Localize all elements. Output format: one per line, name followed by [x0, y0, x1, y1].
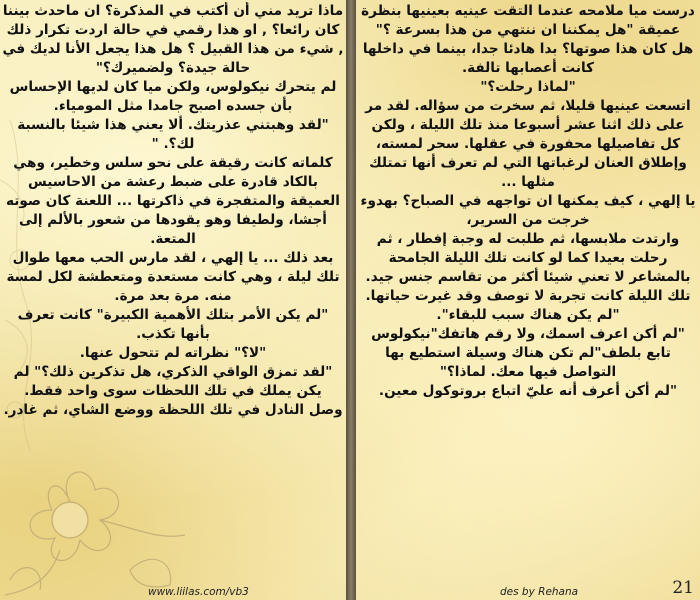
- paragraph: لم يتحرك نيكولوس، ولكن ميا كان لديها الإحساس بأن جسده اصبح جامدا مثل المومياء.: [9, 79, 337, 114]
- column-divider: [346, 0, 356, 600]
- paragraph: وارتدت ملابسها، ثم طلبت له وجبة إفطار ، ثم رحلت بعيدا كما لو كانت تلك الليلة الجامحة بالمشاعر لا تعني شيئا أكثر من تقاسم جنس جيد. تلك الليلة كانت تجربة لا توصف وقد غيرت حياتها.: [365, 231, 691, 304]
- right-text-column: [360, 2, 696, 582]
- paragraph: "لم يكن هناك سبب للبقاء".: [436, 307, 620, 323]
- paragraph: كلماته كانت رقيقة على نحو سلس وخطير، وهي بالكاد قادرة على ضبط رعشة من الاحاسيس العميقة والمتفجرة في ذاكرتها ... اللعنة كان صوته أجشا، ولطيفا وهو يقودها من شعور بالألم إلى المتعة.: [6, 155, 340, 247]
- paragraph: هل كان هذا صوتها؟ بدا هادئا جدا، بينما في داخلها كانت أعصابها تالفة.: [362, 41, 694, 76]
- paragraph: "لماذا رحلت؟": [480, 79, 576, 95]
- paragraph: "لم يكن الأمر بتلك الأهمية الكبيرة" كانت تعرف بأنها تكذب.: [17, 307, 329, 342]
- paragraph: يا إلهي ، كيف يمكنها ان تواجهه في الصباح؟ بهدوء خرجت من السرير،: [360, 193, 696, 228]
- paragraph: درست ميا ملامحه عندما التقت عينيه بعينيها بنظرة عميقة "هل يمكننا ان ننتهي من هذا بسرعة ؟": [361, 3, 695, 38]
- paragraph: "لقد تمزق الواقي الذكري، هل تذكرين ذلك؟" لم يكن يملك في تلك اللحظات سوى واحد فقط.: [13, 364, 333, 399]
- paragraph: ماذا تريد مني أن أكتب في المذكرة؟ ان ماحدث بيننا كان رائعا؟ , او هذا رقمي في حالة اردت تكرار ذلك , شيء من هذا القبيل ؟ هل هذا يجعل الأنا لديك في حالة جيدة؟ ولضميرك؟": [2, 3, 344, 76]
- paragraph: "لا؟" نظراته لم تتحول عنها.: [79, 345, 267, 361]
- page-number: 21: [672, 578, 694, 598]
- paragraph: وصل النادل في تلك اللحظة ووضع الشاي، ثم غادر.: [3, 402, 343, 418]
- paragraph: "لم أكن اعرف اسمك، ولا رقم هاتفك"نيكولوس تابع بلطف"لم تكن هناك وسيلة استطيع بها التواصل فيها معك. لماذا؟": [371, 326, 685, 380]
- paragraph: بعد ذلك ... يا إلهي ، لقد مارس الحب معها طوال تلك ليلة ، وهي كانت مستعدة ومتعطشة لكل لمسة منه. مرة بعد مرة.: [6, 250, 340, 304]
- paragraph: "لقد وهبتني عذريتك. ألا يعني هذا شيئا بالنسبة لك؟. ": [17, 117, 329, 152]
- paragraph: "لم أكن أعرف أنه عليّ اتباع بروتوكول معين.: [378, 383, 678, 399]
- designer-credit-footer: des by Rehana: [500, 586, 579, 598]
- paragraph: اتسعت عينيها قليلا، ثم سخرت من سؤاله. لقد مر على ذلك اثنا عشر أسبوعا منذ تلك الليلة ، ولكن كل تفاصيلها محفورة في عقلها. سحر لمسته، وإطلاق العنان لرغباتها التي لم تعرف أنها تمتلك مثلها ...: [365, 98, 691, 190]
- left-text-column: [2, 2, 344, 582]
- site-url-footer: www.liilas.com/vb3: [148, 586, 249, 598]
